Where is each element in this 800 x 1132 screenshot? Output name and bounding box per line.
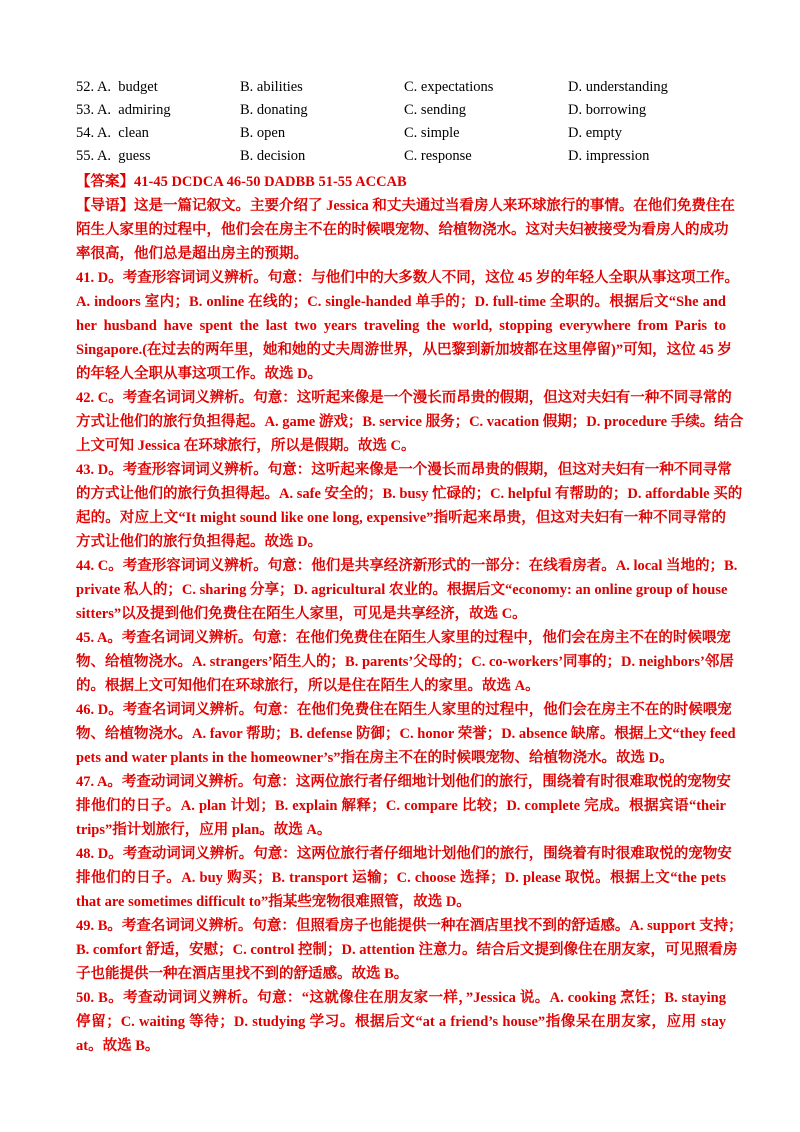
option-d: D. empty (568, 125, 622, 141)
question-number: 52. A. (76, 79, 112, 95)
option-a (76, 99, 171, 121)
text-line: 的年轻人全职从事这项工作。故选 D。 (76, 366, 323, 382)
intro-paragraph (76, 194, 735, 266)
explanation-47 (76, 770, 731, 842)
option-c: C. sending (404, 102, 467, 118)
option-d: D. borrowing (568, 102, 647, 118)
option-b: B. decision (240, 148, 306, 164)
option-d: D. impression (568, 148, 650, 164)
text-line: 41. D。考查形容词词义辨析。句意：与他们中的大多数人不同，这位 45 岁的年轻人全职从事这项工作。 (76, 270, 739, 286)
option-c: C. expectations (404, 79, 494, 95)
text-line: 43. D。考查形容词词义辨析。句意：这听起来像是一个漫长而昂贵的假期，但这对夫妇有一种不同寻常 (76, 462, 732, 478)
text-line: 陌生人家里的过程中，他们会在房主不在的时候喂宠物、给植物浇水。这对夫妇被接受为看房人的成功 (76, 222, 729, 238)
text-line: 50. B。考查动词词义辨析。句意：“这就像住在朋友家一样，”Jessica 说。A. cooking 烹饪；B. staying (76, 990, 726, 1006)
option-c: C. simple (404, 125, 460, 141)
text-line: 停留；C. waiting 等待；D. studying 学习。根据后文“at a friend’s house”指像呆在朋友家，应用 stay (76, 1014, 726, 1030)
text-line: pets and water plants in the homeowner’s”指在房主不在的时候喂宠物、给植物浇水。故选 D。 (76, 750, 674, 766)
text-line: 49. B。考查名词词义辨析。句意：但照看房子也能提供一种在酒店里找不到的舒适感。A. support 支持； (76, 918, 743, 934)
explanation-42 (76, 386, 744, 458)
question-52-options (76, 76, 736, 98)
text-line: trips”指计划旅行，应用 plan。故选 A。 (76, 822, 332, 838)
question-53-options (76, 99, 736, 121)
answer-key-line: 【答案】41-45 DCDCA 46-50 DADBB 51-55 ACCAB (76, 174, 407, 190)
explanation-44 (76, 554, 738, 626)
text-line: 45. A。考查名词词义辨析。句意：在他们免费住在陌生人家里的过程中，他们会在房主不在的时候喂宠 (76, 630, 731, 646)
explanation-43 (76, 458, 743, 554)
question-number: 55. A. (76, 148, 112, 164)
text-line: Singapore.(在过去的两年里，她和她的丈夫周游世界，从巴黎到新加坡都在这里停留)”可知，这位 45 岁 (76, 342, 732, 358)
text-line: A. indoors 室内；B. online 在线的；C. single-handed 单手的；D. full-time 全职的。根据后文“She and (76, 294, 726, 310)
text-line: 上文可知 Jessica 在环球旅行，所以是假期。故选 C。 (76, 438, 416, 454)
text-line: that are sometimes difficult to”指某些宠物很难照管，故选 D。 (76, 894, 471, 910)
option-d: D. understanding (568, 79, 668, 95)
option-c: C. response (404, 148, 472, 164)
text-line: 42. C。考查名词词义辨析。句意：这听起来像是一个漫长而昂贵的假期，但这对夫妇有一种不同寻常的 (76, 390, 732, 406)
explanation-48 (76, 842, 732, 914)
explanation-45 (76, 626, 734, 698)
option-b: B. donating (240, 102, 308, 118)
question-number: 53. A. (76, 102, 112, 118)
text-line: 46. D。考查名词词义辨析。句意：在他们免费住在陌生人家里的过程中，他们会在房主不在的时候喂宠 (76, 702, 732, 718)
text-line: 子也能提供一种在酒店里找不到的舒适感。故选 B。 (76, 966, 409, 982)
text-line: 【导语】这是一篇记叙文。主要介绍了 Jessica 和丈夫通过当看房人来环球旅行的事情。在他们免费住在 (76, 198, 735, 214)
text-line: her husband have spent the last two years traveling the world, stopping everywhere from Paris to (76, 318, 726, 334)
option-a-text: clean (118, 125, 149, 141)
text-line: 排他们的日子。A. buy 购买；B. transport 运输；C. choose 选择；D. please 取悦。根据上文“the pets (76, 870, 726, 886)
text-line: 47. A。考查动词词义辨析。句意：这两位旅行者仔细地计划他们的旅行，围绕着有时很难取悦的宠物安 (76, 774, 731, 790)
option-a (76, 122, 149, 144)
text-line: B. comfort 舒适，安慰；C. control 控制；D. attention 注意力。结合后文提到像住在朋友家，可见照看房 (76, 942, 738, 958)
text-line: 44. C。考查形容词词义辨析。句意：他们是共享经济新形式的一部分：在线看房者。A. local 当地的；B. (76, 558, 738, 574)
question-number: 54. A. (76, 125, 112, 141)
text-line: sitters”以及提到他们免费住在陌生人家里，可见是共享经济，故选 C。 (76, 606, 527, 622)
option-a (76, 76, 158, 98)
text-line: 率很高，他们总是超出房主的预期。 (76, 246, 308, 262)
option-a-text: admiring (118, 102, 171, 118)
option-b: B. abilities (240, 79, 303, 95)
text-line: 物、给植物浇水。A. strangers’陌生人的；B. parents’父母的；C. co-workers’同事的；D. neighbors’邻居 (76, 654, 734, 670)
explanation-50 (76, 986, 726, 1058)
text-line: 起的。对应上文“It might sound like one long, expensive”指听起来昂贵，但这对夫妇有一种不同寻常的 (76, 510, 726, 526)
explanation-49 (76, 914, 743, 986)
text-line: 方式让他们的旅行负担得起。故选 D。 (76, 534, 323, 550)
explanation-41 (76, 266, 739, 386)
option-a-text: budget (118, 79, 158, 95)
text-line: 的方式让他们的旅行负担得起。A. safe 安全的；B. busy 忙碌的；C. helpful 有帮助的；D. affordable 买的 (76, 486, 743, 502)
text-line: 48. D。考查动词词义辨析。句意：这两位旅行者仔细地计划他们的旅行，围绕着有时很难取悦的宠物安 (76, 846, 732, 862)
text-line: 排他们的日子。A. plan 计划；B. explain 解释；C. compare 比较；D. complete 完成。根据宾语“their (76, 798, 726, 814)
question-54-options (76, 122, 736, 144)
explanation-46 (76, 698, 736, 770)
option-a-text: guess (118, 148, 151, 164)
text-line: 方式让他们的旅行负担得起。A. game 游戏；B. service 服务；C. vacation 假期；D. procedure 手续。结合 (76, 414, 744, 430)
text-line: private 私人的；C. sharing 分享；D. agricultural 农业的。根据后文“economy: an online group of house (76, 582, 728, 598)
option-a (76, 145, 151, 167)
option-b: B. open (240, 125, 286, 141)
question-55-options (76, 145, 736, 167)
text-line: at。故选 B。 (76, 1038, 160, 1054)
text-line: 的。根据上文可知他们在环球旅行，所以是住在陌生人的家里。故选 A。 (76, 678, 540, 694)
text-line: 物、给植物浇水。A. favor 帮助；B. defense 防御；C. honor 荣誉；D. absence 缺席。根据上文“they feed (76, 726, 736, 742)
